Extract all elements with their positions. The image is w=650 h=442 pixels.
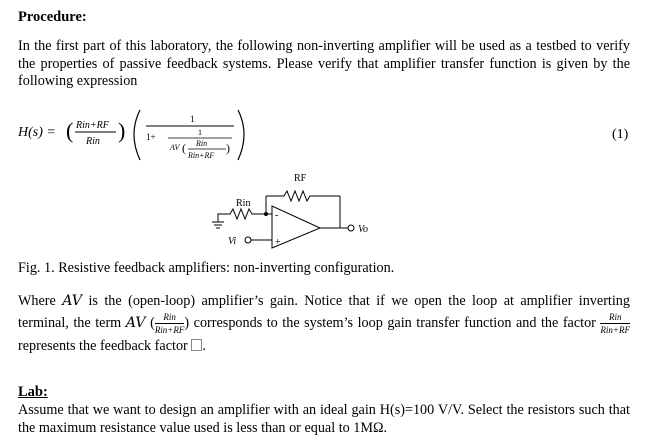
feedback-factor-numerator: Rin xyxy=(608,312,622,323)
loop-gain-fraction: ( $\frac{\text{Rin}}{\text{Rin+RF}}$ ) xyxy=(150,312,190,336)
loop-gain-denominator: Rin+RF xyxy=(154,325,185,336)
feedback-factor-symbol-box xyxy=(191,339,202,351)
lab-paragraph: Assume that we want to design an amplifier with an ideal gain H(s)=100 V/V. Select the resistors such that the maximum resistance value used is less than or equal to 1MΩ. xyxy=(18,402,630,436)
equation-gain-denominator: Rin xyxy=(86,136,100,147)
where-text-3: corresponds to the system’s loop gain transfer function and the factor xyxy=(189,315,601,331)
op-amp-minus: - xyxy=(275,210,279,221)
rf-resistor xyxy=(266,191,340,201)
intro-paragraph: In the first part of this laboratory, the following non-inverting amplifier will be used as a testbed to verify the properties of passive feedback systems. Please verify that amplifier transfer function is given by the following expression xyxy=(18,38,630,89)
equation-one-plus: 1+ xyxy=(146,132,156,142)
equation-small-paren-right: ) xyxy=(226,141,230,155)
loop-gain-av: AV xyxy=(125,315,146,331)
where-text-2: is the (open-loop) amplifier’s gain. Notice that if we open the loop at amplifier inverting terminal, the term xyxy=(18,293,630,331)
where-text-5: . xyxy=(202,338,206,355)
non-inverting-amplifier-diagram xyxy=(200,170,380,250)
feedback-factor-fraction xyxy=(600,312,630,335)
equation-paren-right: ) xyxy=(118,118,126,143)
op-amp-plus: + xyxy=(275,237,281,248)
transfer-function-equation xyxy=(18,108,630,164)
figure-caption: Fig. 1. Resistive feedback amplifiers: non-inverting configuration. xyxy=(18,260,395,276)
rf-label: RF xyxy=(294,173,307,184)
where-text-4: represents the feedback factor xyxy=(18,338,192,355)
feedback-factor-denominator: Rin+RF xyxy=(600,325,630,336)
equation-drawing xyxy=(18,108,630,164)
equation-inner-one: 1 xyxy=(198,128,202,137)
vo-terminal xyxy=(348,225,354,231)
where-paragraph xyxy=(18,290,630,357)
rin-resistor xyxy=(218,209,266,222)
where-av: AV xyxy=(62,293,83,309)
equation-big-paren-right xyxy=(238,110,244,160)
equation-inner-denominator: Rin+RF xyxy=(188,151,215,160)
equation-paren-left: ( xyxy=(66,118,74,143)
equation-big-paren-left xyxy=(134,110,140,160)
equation-number: (1) xyxy=(612,127,629,142)
lab-heading: Lab: xyxy=(18,384,48,400)
equation-small-paren-left: ( xyxy=(182,141,186,155)
where-text-1: Where xyxy=(18,293,63,309)
vi-label: Vi xyxy=(228,236,237,247)
procedure-heading: Procedure: xyxy=(18,9,87,25)
equation-av: AV xyxy=(170,143,180,152)
loop-gain-numerator: Rin xyxy=(163,312,176,323)
rin-label: Rin xyxy=(236,198,251,209)
equation-inner-numerator: Rin xyxy=(196,139,208,148)
equation-gain-numerator: Rin+RF xyxy=(76,120,109,131)
circuit-schematic xyxy=(200,170,380,250)
vo-label: Vo xyxy=(358,224,368,235)
equation-one: 1 xyxy=(190,114,195,124)
vi-terminal xyxy=(245,237,251,243)
equation-lhs: H(s) = xyxy=(18,125,56,140)
